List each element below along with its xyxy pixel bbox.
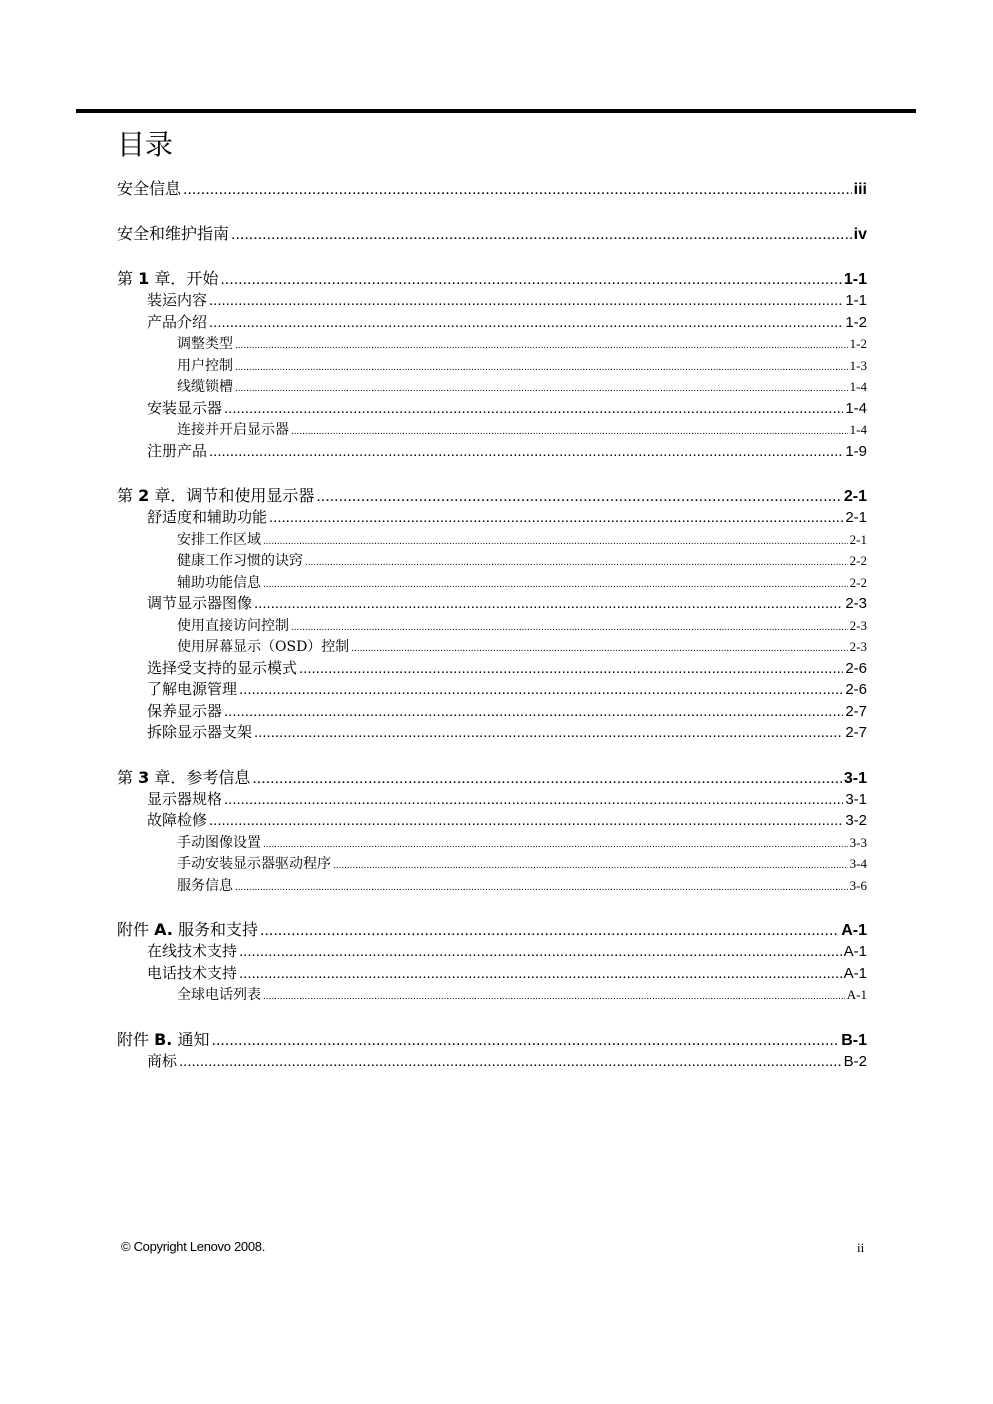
toc-label: 在线技术支持: [147, 942, 238, 960]
toc-page: 1-9: [845, 442, 867, 460]
toc-leader: [220, 269, 842, 290]
toc-leader: [254, 722, 843, 744]
toc-leader: [333, 855, 848, 875]
toc-leader: [209, 312, 843, 334]
toc-leader: [209, 810, 843, 832]
toc-leader: [351, 638, 847, 658]
toc-subentry[interactable]: [117, 333, 867, 355]
toc-label: 第 2 章．调节和使用显示器: [117, 486, 315, 505]
toc-leader: [235, 378, 848, 398]
toc-label: 电话技术支持: [147, 963, 238, 982]
toc-subentry[interactable]: [117, 550, 867, 572]
toc-leader: [263, 986, 845, 1006]
toc-page: 3-1: [845, 790, 867, 808]
toc-chapter-1[interactable]: [117, 268, 867, 290]
toc-page: 1-4: [845, 399, 867, 417]
toc-leader: [239, 679, 843, 701]
toc-leader: [224, 398, 843, 420]
toc-page: A-1: [843, 943, 867, 960]
toc-label: 安排工作区域: [177, 531, 261, 548]
toc-label: 调整类型: [177, 336, 233, 352]
toc-leader: [263, 574, 848, 594]
toc-entry[interactable]: [117, 810, 867, 832]
toc-label: 了解电源管理: [147, 680, 238, 698]
toc-subentry[interactable]: [117, 376, 867, 398]
toc-page: 3-2: [845, 812, 867, 829]
toc-label: 全球电话列表: [177, 987, 261, 1003]
toc-page: A-1: [841, 922, 867, 939]
toc-appendix-a[interactable]: [117, 919, 867, 941]
toc-page: 2-6: [845, 681, 867, 698]
toc-label: 第 1 章．开始: [117, 269, 219, 288]
toc-leader: [209, 441, 843, 463]
toc-page: 2-3: [845, 595, 867, 612]
toc-page: 3-6: [849, 877, 867, 893]
toc-label: 服务信息: [177, 877, 233, 894]
toc-page: 2-3: [849, 639, 867, 654]
toc-leader: [291, 617, 848, 637]
toc-subentry[interactable]: [117, 984, 867, 1006]
toc-page: 2-7: [845, 724, 867, 741]
toc-entry[interactable]: [117, 658, 867, 680]
toc-label: 产品介绍: [147, 312, 208, 331]
toc-leader: [260, 920, 839, 941]
toc-page: 2-1: [843, 488, 867, 505]
toc-entry[interactable]: [117, 679, 867, 701]
toc-page: 2-6: [845, 659, 867, 677]
toc-entry[interactable]: [117, 593, 867, 615]
toc-label: 舒适度和辅助功能: [147, 508, 268, 526]
toc-page: iv: [853, 226, 867, 243]
toc-page: B-2: [843, 1052, 867, 1070]
toc-label: 连接并开启显示器: [177, 422, 289, 438]
toc-page: 1-2: [849, 336, 867, 351]
toc-entry[interactable]: [117, 941, 867, 963]
toc-label: 注册产品: [147, 441, 208, 460]
toc-leader: [239, 941, 842, 963]
toc-leader: [239, 963, 842, 985]
toc-subentry[interactable]: [117, 615, 867, 637]
toc-label: 用户控制: [177, 357, 233, 374]
toc-label: 健康工作习惯的诀窍: [177, 553, 303, 569]
toc-page: A-1: [843, 964, 867, 982]
toc-subentry[interactable]: [117, 875, 867, 897]
toc-label: 使用直接访问控制: [177, 617, 289, 634]
toc-leader: [209, 290, 843, 312]
toc-label: 附件 A. 服务和支持: [117, 920, 258, 939]
toc-leader: [263, 531, 848, 551]
toc-leader: [224, 789, 843, 811]
toc-page: 1-1: [845, 292, 867, 309]
toc-entry[interactable]: [117, 312, 867, 334]
toc-leader: [235, 877, 848, 897]
toc-entry[interactable]: [117, 701, 867, 723]
toc-label: 手动图像设置: [177, 834, 261, 851]
footer-copyright: © Copyright Lenovo 2008.: [121, 1239, 266, 1254]
footer-page-number: ii: [857, 1240, 865, 1255]
toc-label: 保养显示器: [147, 701, 223, 720]
toc-label: 附件 B. 通知: [117, 1029, 210, 1049]
toc-page: 1-3: [849, 357, 867, 373]
toc-entry[interactable]: [117, 507, 867, 529]
toc-page: 2-1: [849, 531, 867, 547]
toc-label: 安装显示器: [147, 398, 223, 417]
toc-page: 3-1: [843, 769, 867, 787]
toc-leader: [224, 701, 843, 723]
toc-leader: [299, 658, 843, 680]
toc-label: 调节显示器图像: [147, 594, 253, 612]
toc-leader: [212, 1030, 840, 1051]
toc-subentry[interactable]: [117, 853, 867, 875]
toc-leader: [231, 224, 852, 245]
toc-label: 使用屏幕显示（OSD）控制: [177, 639, 350, 655]
toc-label: 显示器规格: [147, 789, 223, 808]
toc-leader: [254, 593, 843, 615]
toc-entry[interactable]: [117, 1051, 867, 1073]
toc-label: 故障检修: [147, 811, 208, 829]
toc-leader: [269, 507, 843, 529]
toc-leader: [316, 486, 842, 507]
toc-label: 拆除显示器支架: [147, 723, 253, 741]
toc-label: 手动安装显示器驱动程序: [177, 856, 331, 872]
toc-subentry[interactable]: [117, 419, 867, 441]
toc-page: A-1: [846, 987, 867, 1002]
toc-leader: [305, 552, 848, 572]
toc-subentry[interactable]: [117, 636, 867, 658]
toc-page: 1-1: [843, 271, 867, 288]
toc-chapter-2[interactable]: [117, 485, 867, 507]
toc-subentry[interactable]: [117, 529, 867, 551]
toc-label: 第 3 章．参考信息: [117, 767, 251, 787]
toc-label: 安全信息: [117, 179, 182, 198]
toc-label: 线缆锁槽: [177, 379, 233, 395]
toc-page: 3-4: [849, 856, 867, 871]
toc-label: 安全和维护指南: [117, 224, 230, 243]
toc-leader: [183, 179, 852, 200]
toc-subentry[interactable]: [117, 832, 867, 854]
page-title: 目录: [117, 128, 174, 161]
toc-entry[interactable]: [117, 722, 867, 744]
table-of-contents: [117, 178, 867, 1072]
toc-leader: [252, 768, 842, 789]
toc-page: 2-1: [845, 509, 867, 526]
toc-entry[interactable]: [117, 441, 867, 463]
toc-leader: [263, 834, 848, 854]
toc-label: 装运内容: [147, 291, 208, 309]
toc-chapter-3[interactable]: [117, 767, 867, 789]
toc-label: 辅助功能信息: [177, 574, 261, 591]
toc-entry-safety-info[interactable]: [117, 178, 867, 200]
toc-entry[interactable]: [117, 789, 867, 811]
toc-entry[interactable]: [117, 963, 867, 985]
toc-page: B-1: [841, 1031, 867, 1049]
toc-leader: [235, 335, 848, 355]
toc-page: 2-7: [845, 702, 867, 720]
toc-page: 3-3: [849, 834, 867, 850]
toc-entry[interactable]: [117, 398, 867, 420]
toc-page: 2-2: [849, 553, 867, 568]
toc-entry-safety-care[interactable]: [117, 223, 867, 245]
toc-leader: [179, 1051, 842, 1073]
toc-page: 1-4: [849, 422, 867, 437]
toc-appendix-b[interactable]: [117, 1029, 867, 1051]
toc-subentry[interactable]: [117, 355, 867, 377]
toc-page: 2-2: [849, 574, 867, 590]
toc-label: 商标: [147, 1051, 178, 1070]
toc-page: 1-4: [849, 379, 867, 394]
header-rule: [76, 109, 916, 113]
toc-leader: [235, 357, 848, 377]
toc-page: 1-2: [845, 313, 867, 331]
toc-label: 选择受支持的显示模式: [147, 658, 298, 677]
toc-entry[interactable]: [117, 290, 867, 312]
toc-subentry[interactable]: [117, 572, 867, 594]
toc-page: 2-3: [849, 617, 867, 633]
toc-page: iii: [853, 181, 867, 198]
toc-leader: [291, 421, 848, 441]
